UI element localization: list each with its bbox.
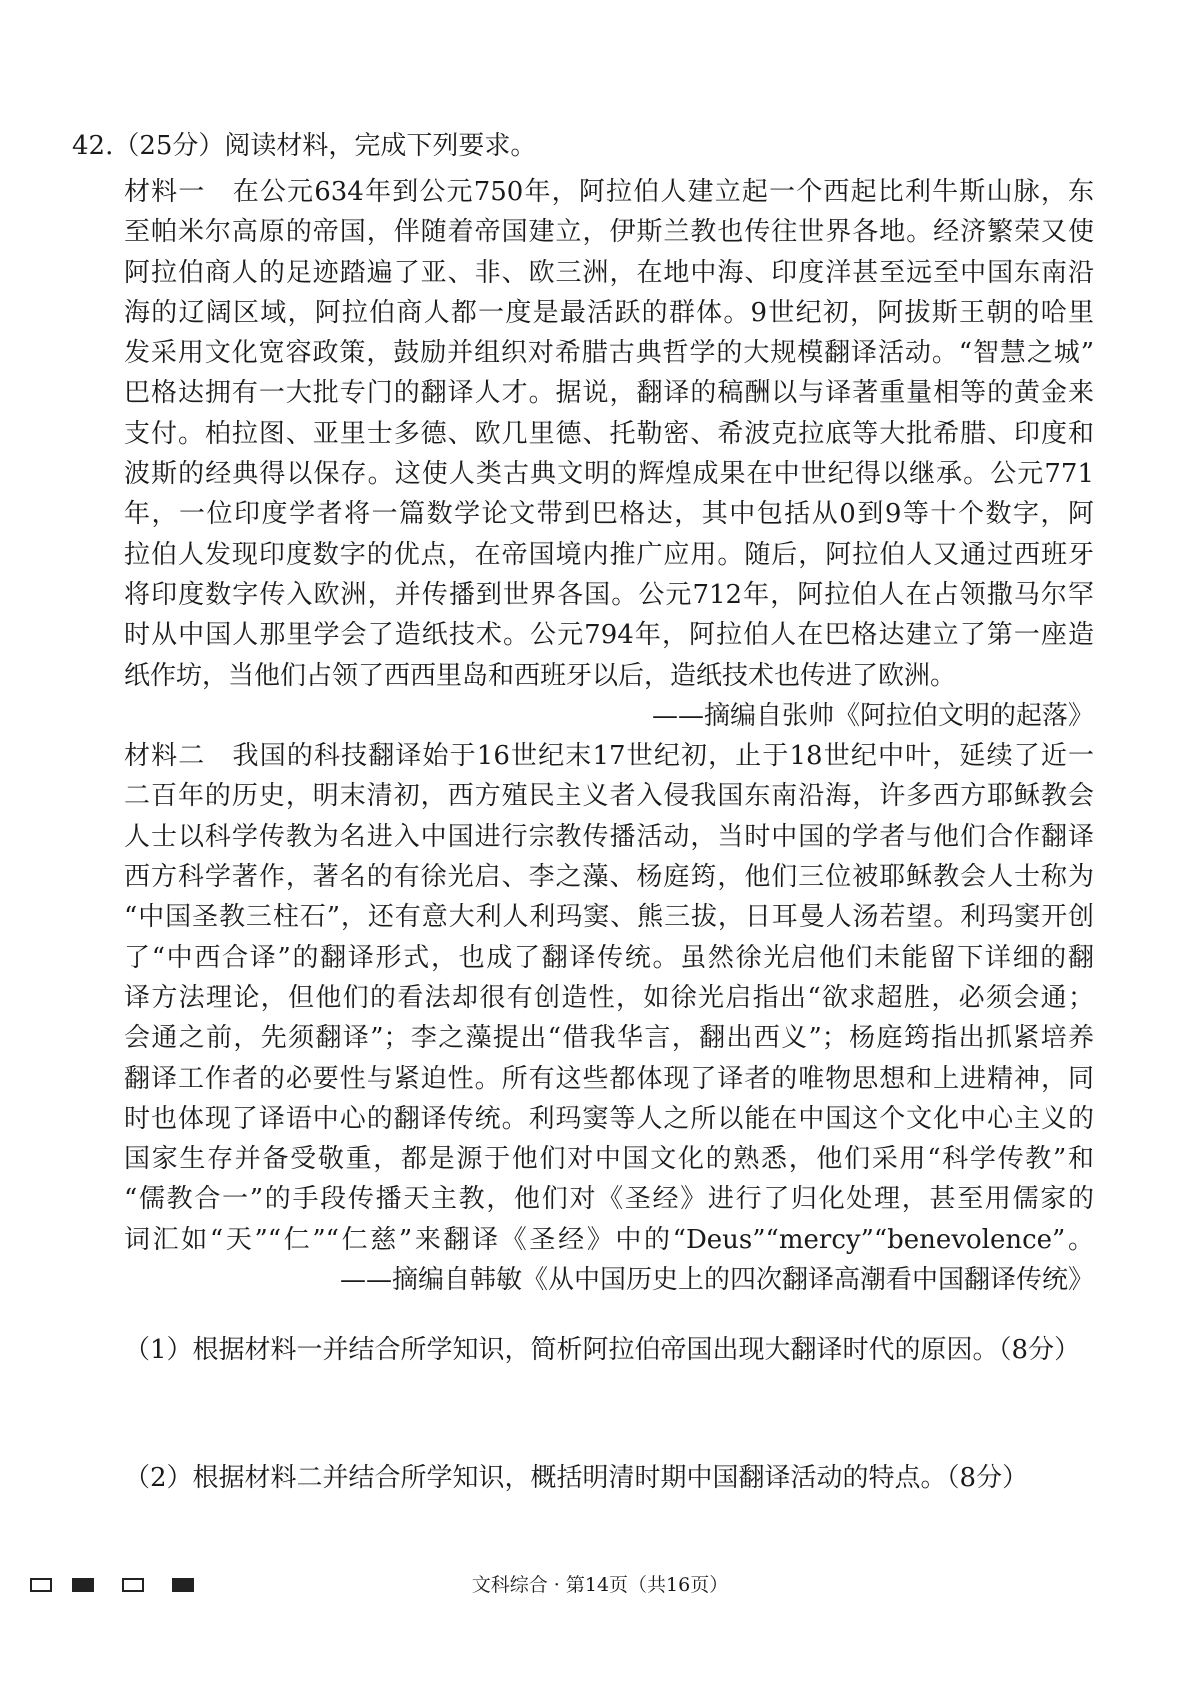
material1-source: ——摘编自张帅《阿拉伯文明的起落》 [651, 700, 1094, 731]
material2-source: ——摘编自韩敏《从中国历史上的四次翻译高潮看中国翻译传统》 [339, 1265, 1094, 1296]
page-number: 文科综合 · 第14页（共16页） [471, 1574, 729, 1596]
sub-question-1: （1）根据材料一并结合所学知识，简析阿拉伯帝国出现大翻译时代的原因。（8分） [124, 1335, 1081, 1365]
material2-line: 会通之前，先须翻译”；李之藻提出“借我华言，翻出西义”；杨庭筠指出抓紧培养 [124, 1023, 1094, 1054]
sub-question-2: （2）根据材料二并结合所学知识，概括明清时期中国翻译活动的特点。（8分） [124, 1463, 1029, 1493]
material1-line: 海的辽阔区域，阿拉伯商人都一度是最活跃的群体。9世纪初，阿拔斯王朝的哈里 [124, 297, 1094, 328]
material1-line: 巴格达拥有一大批专门的翻译人才。据说，翻译的稿酬以与译著重量相等的黄金来 [124, 378, 1094, 409]
material2-line: 译方法理论，但他们的看法却很有创造性，如徐光启指出“欲求超胜，必须会通； [124, 982, 1094, 1013]
material1-line: 阿拉伯商人的足迹踏遍了亚、非、欧三洲，在地中海、印度洋甚至远至中国东南沿 [124, 257, 1094, 288]
page-footer [0, 1568, 1200, 1604]
question-header: 42.（25分）阅读材料，完成下列要求。 [72, 131, 537, 161]
material1-line: 纸作坊，当他们占领了西西里岛和西班牙以后，造纸技术也传进了欧洲。 [124, 660, 957, 691]
material2-line: 国家生存并备受敬重，都是源于他们对中国文化的熟悉，他们采用“科学传教”和 [124, 1144, 1094, 1175]
material1-line: 拉伯人发现印度数字的优点，在帝国境内推广应用。随后，阿拉伯人又通过西班牙 [124, 539, 1094, 570]
material1-line: 材料一 在公元634年到公元750年，阿拉伯人建立起一个西起比利牛斯山脉，东 [124, 177, 1094, 207]
material2-line: 西方科学著作，著名的有徐光启、李之藻、杨庭筠，他们三位被耶稣教会人士称为 [124, 862, 1094, 893]
material1-line: 将印度数字传入欧洲，并传播到世界各国。公元712年，阿拉伯人在占领撒马尔罕 [124, 579, 1094, 610]
material2-line: 人士以科学传教为名进入中国进行宗教传播活动，当时中国的学者与他们合作翻译 [124, 821, 1094, 852]
material1-line: 波斯的经典得以保存。这使人类古典文明的辉煌成果在中世纪得以继承。公元771 [124, 459, 1094, 490]
material2-line: 了“中西合译”的翻译形式，也成了翻译传统。虽然徐光启他们未能留下详细的翻 [124, 942, 1094, 973]
material2-line: “中国圣教三柱石”，还有意大利人利玛窦、熊三拔，日耳曼人汤若望。利玛窦开创 [124, 902, 1094, 933]
material2-line: 材料二 我国的科技翻译始于16世纪末17世纪初，止于18世纪中叶，延续了近一 [124, 741, 1094, 772]
material2-line: 时也体现了译语中心的翻译传统。利玛窦等人之所以能在中国这个文化中心主义的 [124, 1103, 1094, 1134]
material2-line: 二百年的历史，明末清初，西方殖民主义者入侵我国东南沿海，许多西方耶稣教会 [124, 781, 1094, 812]
material1-line: 至帕米尔高原的帝国，伴随着帝国建立，伊斯兰教也传往世界各地。经济繁荣又使 [124, 217, 1094, 248]
material2-line: 翻译工作者的必要性与紧迫性。所有这些都体现了译者的唯物思想和上进精神，同 [124, 1063, 1094, 1094]
material1-line: 时从中国人那里学会了造纸技术。公元794年，阿拉伯人在巴格达建立了第一座造 [124, 620, 1094, 651]
material1-line: 支付。柏拉图、亚里士多德、欧几里德、托勒密、希波克拉底等大批希腊、印度和 [124, 418, 1094, 449]
material1-line: 年，一位印度学者将一篇数学论文带到巴格达，其中包括从0到9等十个数字，阿 [124, 499, 1094, 530]
material1-line: 发采用文化宽容政策，鼓励并组织对希腊古典哲学的大规模翻译活动。“智慧之城” [124, 338, 1094, 369]
materials-block [124, 172, 1094, 1300]
material2-line: 词汇如“天”“仁”“仁慈”来翻译《圣经》中的“Deus”“mercy”“benevolence”。 [124, 1224, 1094, 1255]
material2-line: “儒教合一”的手段传播天主教，他们对《圣经》进行了归化处理，甚至用儒家的 [124, 1184, 1094, 1215]
